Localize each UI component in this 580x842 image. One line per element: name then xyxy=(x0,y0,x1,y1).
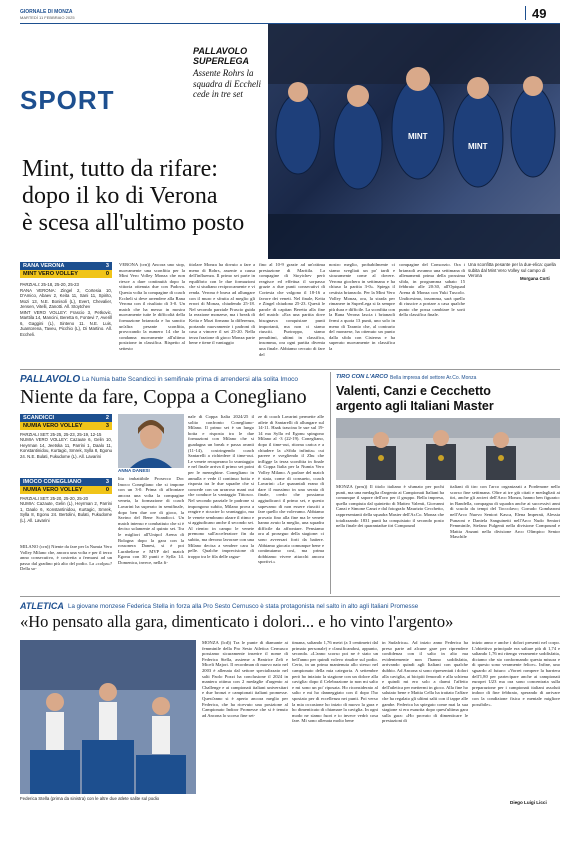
score-row xyxy=(20,478,112,486)
article4-body-col1: MONZA (lcd)) Tra le punte di diamante ai femminile della Pro Sesto Atletica Cernusco possiamo sicuramente inserire il nome di Federica Stella, assieme a Beatrice Zeli e Miceli Majori. Il recordman di nuovo nato nel 2003 è allenata dal settore specializzato nel salti Paolo Pozzi ha conclusione il 2024 in maniera ottima con 2 medaglie d'argento ai Challenge e ai campionati italiani universitari e due bronzi e campionati italiani promesse. Quest'anno si è aperto ancora meglio per Federica, che ha ricevuto una posizione al Campionato Indoor Promesse che si è tenuto ad Ancona lo scorso fine set- xyxy=(202,640,288,718)
article2-body-col3: nale di Coppa Italia 2024/25 il solito confronto Conegliano-Milano. Il primo set è un lungo botta e risposta tra le due formazioni con Milano che si guadagna un break e passa avanti (11-14), costringendo coach Santarelli a richiedere il time-out. Le venete recuperano lo svantaggio e nel finale arriva il primo set point per le meneghine. Conegliano in annulla e vede il continuo botta e risposta tra le due squadre che si concede con un urraroso mani out che conduce la vantaggio Tittosco. Nel secondo parziale le padrone si impongono subito, Milano prova a reagire e ricucire lo svantaggio, ma le venete sembrano alzare il ritmo e si aggiudicano anche il secondo set. Al rientro in campo le venete premono sull'acceleratore fin da subito, ma devono lavorare con una Milano decisa a vendere cara la pelle. Qualche imprecisione di troppo tra le fila delle ragaz- xyxy=(188,414,254,559)
svg-text:MINT: MINT xyxy=(408,132,428,141)
article1-photo-caption: Una sconfitta pesante per la due-elica: quella subita dal Mint Vero Volley sul campo di Verona xyxy=(468,262,556,278)
podium-photo xyxy=(20,640,196,794)
article1-subhead: Assente Rohrs la squadra di Eccheli cede in tre set xyxy=(193,68,261,99)
portrait-illustration xyxy=(118,414,184,468)
article4-body-col4: inizio anno e anche i dolori presenti nel corpo. L'obiettivo principale era saltare più di 1,74 e saltando 1,76 mi ritengo veramente soddisfatta, diciamo che sto conformando questa misura e di questo sono veramente felice». Infine, uno sguardo al futuro: «Vorrei rompere la barriera dell'1,80 per partecipare anche ai campionati europei U23 ma ora sono concentrata sulla preparazione per i campionati italiani assoluti indoor di fine febbraio, sperando di arrivare con la condizione fisica e mentale migliore possibile». xyxy=(472,640,560,707)
newspaper-name: GIORNALE DI MONZA xyxy=(20,9,73,15)
score-value: 3 xyxy=(105,479,109,485)
score-team: SCANDICCI xyxy=(23,415,55,421)
score-value: 0 xyxy=(105,487,109,493)
article3-teaser: Bella impresa del settore Ar.Co. Monza xyxy=(390,375,477,381)
page-number: 49 xyxy=(532,6,547,21)
section-label: SPORT xyxy=(20,85,115,115)
score-row xyxy=(20,270,112,278)
section-divider xyxy=(20,596,560,597)
article2-headline: Niente da fare, Coppa a Conegliano xyxy=(20,386,307,408)
score-team: MINT VERO VOLLEY xyxy=(23,271,79,277)
headline-line3: è scesa all'ultimo posto xyxy=(22,210,245,236)
article1-kicker-line2: SUPERLEGA xyxy=(193,56,250,66)
score-value: 0 xyxy=(105,271,109,277)
article1-photo-credit: Morgana Corti xyxy=(520,276,550,281)
podium-photo-illustration xyxy=(20,640,196,794)
article1-tabellino: PARZIALI: 25-18, 25-20, 25-23 RANA VERONA: Zingel 2, Cortesia 10, D'Amico, Abaev 2, Keita 11, Sani 11, Spirito, Mozi 13, N.E. Bonisoli (L), Evert, Chevalier, Jensen, Vitelli, Zanotti. All. Stoytchev MINT VERO VOLLEY: Frascio 3, Petkovic, Marttila 14, Mancini, Beretta 6, Fontevi 7, Averill 6, Gaggini (L), Sinteno 11. N.E. Luis, Juantorena, Taveu, Picchio (L), Di Martino. All. Eccheli. xyxy=(20,282,112,337)
column-divider xyxy=(330,372,331,594)
article2-tabellino1: PARZIALI SET: 25-25, 25-23, 25-19, 12-15 NUMIA VERO VOLLEY: Cazaute 6, Gelin 10, Heyrman 14, Jeetska 11, Parrini 1, Daalo 11, Konstantinidou, Kurtagic, Smrek, Sylla 8, Egonu 24. N.E. Bulati, Fukudome (L). All. Lavarini xyxy=(20,432,112,459)
volleyball-team-photo xyxy=(268,24,560,259)
article3-headline-line1: Valenti, Canzi e Cecchetto xyxy=(336,384,491,398)
article1-kicker-line1: PALLAVOLO xyxy=(193,46,248,56)
headline-line2: dopo il ko di Verona xyxy=(22,183,218,209)
article3-headline xyxy=(336,384,560,414)
article2-photo-caption: ANNA DANESI xyxy=(118,468,150,473)
headline-line1: Mint, tutto da rifare: xyxy=(22,156,218,182)
article1-body-col3: fino al 10-9 grazie ad un'ottima prestazione di Marttila. La compagine di Stoytchev però reagisce ed effettua il sorpasso grazie a due punti consecutivi di Cortesia che valgono il 18-16 a favore dei veneti. Nel finale, Keita e Zingel chiudono 25-23. Questi le parole di capitan Beretta alla fine del match: «Era una partita dove bisognava conquistare punti importanti, ma non ci siamo riusciti. Purtroppo, siamo penultimi, ultimi in classifica, insomma, ora ogni partita diventa una finale. Abbiamo cercato di fare del xyxy=(259,262,325,357)
section-divider xyxy=(20,369,560,370)
article1-scorebox xyxy=(20,262,112,278)
article2-body-col4: ze di coach Lavarini permette alle atlete di Santarelli di allungare sul 14-11. Haak trascina le sue sul 19-14 ma Sylla ed Egonu spingono Milano al -3 (22-19). Conegliano, dopo il time-out, ritorna carica e a chiudere la «Sfida infinita» cui pareee e svegliendo il Zhu che infligge la terza sconfitta in finale di Coppa Italia per la Numia Vero Volley Milano. A parlare del match è stata, come di consueto, coach Lavarini: «Le quarantali erano di dare il massimo in una serata di finale, credo che possiamo aggiudicarci il primo set, e questo sapevamo di non essere riusciti a fare quello che volevamo. Abbiamo provato fino alla fine ma le venete hanno avuto la meglio, una squadra difficile da affrontare. Pensiamo ora al proseguo della stagione: ci sono avversari forti da battere. Abbiamo giocato comunque bene e continuiamo così, ma prima dobbiamo vivere attacchi ancora sportivi.» xyxy=(258,414,324,565)
article2-scorebox1 xyxy=(20,414,112,430)
score-team: NUMIA VERO VOLLEY xyxy=(23,487,83,493)
svg-text:MINT: MINT xyxy=(468,142,488,151)
anna-danesi-photo xyxy=(118,414,184,468)
score-row xyxy=(20,422,112,430)
score-row xyxy=(20,486,112,494)
score-row xyxy=(20,414,112,422)
article2-scorebox2 xyxy=(20,478,112,494)
article4-teaser: La giovane monzese Federica Stella in forza alla Pro Sesto Cernusco è stata protagonista nel salto in alto agli Italiani Promesse xyxy=(68,603,419,610)
article2-section-tag: PALLAVOLO xyxy=(20,374,81,385)
score-team: NUMIA VERO VOLLEY xyxy=(23,423,83,429)
page-number-divider xyxy=(525,6,526,20)
team-photo-illustration xyxy=(268,24,560,259)
article4-section-tag: ATLETICA xyxy=(20,601,64,611)
score-team: RANA VERONA xyxy=(23,263,65,269)
article1-body-col4: nostro meglio, probabilmente ci siamo svegliati un po' tardi e sicuramente come al dovere. Verona giochera in settimana e ha chiuso la partita 3-0». Spiega il cestista brianzolo. Per la Mint Vero Volley Monza, ora, la strada per rimanere in SuperLega si fa sempre più dura e difficile. La sconfitta con la Rana Verona lascia i brianzoli fermi a quota 13 punti, uno solo in meno di Taranto che, al contrario del monzese, ha ottenuto un punto dalla sfida con Cisterna e ha superato nuovamente in classifica la xyxy=(329,262,395,351)
article1-body-col1: VERONA (crn)) Ancora uno stop, nuovamente una sconfitta per la Mint Vero Volley Monza che non riesce a dare continuità dopo la vittoria ottenuta due con Padova. Questa volta la compagine di coach Eccheli si deve arrendere alla Rana Verona con il risultato di 3-0. Un match che ha messo in mostra nuovamente tutte le difficoltà della formazione brianzola e ha sancito un'altra pesante sconfitta, provocando la numero 14 che la condanna nuovamente all'ultimo posizione in classifica. Rispetto al settesto xyxy=(119,262,185,351)
article2-body-col1: MILANO (crn)) Niente da fare per la Numia Vero Volley Milano che, ancora una volta e per il terzo anno consecutivo, è costretta a fermarsi ad un passo dal gradino più alto del podio. La «colpa»? Della so- xyxy=(20,544,112,572)
article1-body-col2: titolare Monza ha dovuto a fare a meno di Rohrs, assente a causa dell'influenza. Il primo set parte in equilibrio con le due formazioni che si studiano reciprocamente e vi renda. Verona è brava ad allungare con il muro e sfrutta al meglio gli errori di Monza, chiudendo 25-18. Nel secondo parziale Frascio guida la reazione monzese, ma i break di Keita e Mozi firmano la differenza, portando nuovamente i padroni di casa a vincere il set 25-20. Nella terza frazione di gioco Monza parte bene e tiene il vantaggio xyxy=(189,262,255,346)
score-team: IMOCO CONEGLIANO xyxy=(23,479,82,485)
article1-headline xyxy=(22,156,272,237)
article3-body-col1: MONZA (prru)) Il titolo italiano è sfumato per pochi punti, ma una medaglia d'argento ai Campionati Italiani ha comunque il sapore dell'oro per il gruppo. Bella impresa, quella compiuta dal quintetto di Matteo Valenti, Giovanni Canzi e Simone Canzi e dal fotografo Maurizio Cecchetto, rappresentanti della squadra Master dell'Ar.Co. Monza che totalizzando 1831 punti ha conquistato il secondo posto nella finale dei quarantadue tiri Compound xyxy=(336,484,444,529)
article3-body-col2: italiani di tiro con l'arco organizzati a Pordenone nello scorso fine settimana. Oltre ai tre già citati e medagliati ai tiri, anche gli arcieri dell'Arco Monza, hanno ben figurato: in Bandella, compagna di squadra anche ai successivi anni di scuola da tempi del Toccolavo; Corrado Gombaroni nell'Arco Nuovo Seniori Kasca, Elena Imperati, Alessia Punzoni e Daniela Sanguinetti nell'Arco Nudo Seniori Femminile, Stefano Fulgenti nella divisione Compound e Mattia Anzani nella divisione Arco Olimpico Senior Maschile xyxy=(450,484,560,540)
article4-photo-caption: Federica Stella (prima da sinistra) con le altre due atlete salite sul podio xyxy=(20,796,160,801)
article3-headline-line2: argento agli Italiani Master xyxy=(336,399,494,413)
article4-headline: «Ho pensato alla gara, dimenticato i dolori... e ho vinto l'argento» xyxy=(20,612,454,631)
article2-teaser: La Numia batte Scandicci in semifinale prima di arrendersi alla solita Imoco xyxy=(82,376,299,383)
score-row xyxy=(20,262,112,270)
article2-tabellino2: PARZIALI SET: 25-20, 25-20, 25-20 NUMIA: Cazaute, Gelin (L), Heyrman 2, Parrini 1, Daalo 6, Konstantinidou, Kurtagic, Smrek, Sylla 8, Egonu 24. Bertolini, Bulati, Fukudome (L). All. Lavarini xyxy=(20,496,112,523)
article4-credit: Diego Luigi Licci xyxy=(510,800,547,805)
article1-kicker xyxy=(193,46,273,66)
article4-body-col2: timana, saltando 1,76 metri (a 3 centimetri dal primato personale) e classificandosi, appunto, seconda. «L'anno scorso poi ne è stato un bell'anno per quindi volevo rinalire sul podio. Certo, in un prima mantenuta allo stesso nel campionato della mia categoria. A settembre però ho iniziato la stagione con un dolore alla caviglia: dopo il Celebrazione io non mi salto e mi sono un po' riposata. Ho riconsiderato al salto e mi ho danneggiato con il dopo l'ho spostato per di eccellenza nei punti. Poi verso la mia occasione ho inizio di nuovo la gara e ho dimenticato di chiamare la caviglia. In ogni modo ne siamo fuori e io invece vedrò cosa fare. Mi sono allenata molto bene xyxy=(292,640,378,724)
score-value: 3 xyxy=(105,263,109,269)
score-value: 3 xyxy=(105,423,109,429)
article1-body-col5: compagine del Consorzio. Ora i brianzoli avranno una settimana di allenamenti prima della prossima sfida, in programma sabato 15 febbraio alle 20:30, all'Opiquad Arena di Monza con Yuki Tuscolo. Undicesimo, insomma, sarà quello di riuscire a portare a casa qualche punto che possa cambiare le sorti della classifica finale. xyxy=(399,262,465,318)
archery-team-photo xyxy=(336,418,560,480)
article3-section-tag: TIRO CON L'ARCO xyxy=(336,374,388,380)
issue-date: MARTEDÌ 11 FEBBRAIO 2025 xyxy=(20,15,75,20)
article2-body-col2: lita imbattibile Prosecco Doc Imoco Conegliano che si impone con un 3-0. Prima di affrontare ancora una volta la compagine veneta, la formazione di coach Lavarini ha superato in semifinale, dopo ben due ore di gioco, la Savino del Bene Scandicci. Un match intenso e combattuto che si è deciso solamente al quinto set. Tra le migliori all'Unipol Arena di Bologna dopo la gara con la rossonera Danesi, si è poi Lurabeliere e MVP del match Egonu con 30 punti e Sylla 14. Domenica, invece, nella fi- xyxy=(118,476,184,565)
article4-body-col3: in Sudafrica». Ad inizio anno Federica ha preso parte ad alcune gare per riprendere confidenza con il salto in alto ma evidentemente non l'hanno soddisfatta, arrivando quindi agli Italiani con qualche dubbio. Ad Ancona si sono ripresentati i dolori alla caviglia, ai bicipiti femorali e alla schiena e quindi mi ero solo a darmi l'affetto dell'atletica per mettermi in gioco. Alla fine ho salutato bene e Mattia Cella ha trattato l'affare che ha regalato gli ultimi salti con il tappe alle gambe. Federica ha spiegato come mai la sua stagione si era esaurita dopo quest'ultima gara sulla gara: «Ho provato di dimenticare le prestazioni di xyxy=(382,640,468,724)
archery-photo-illustration xyxy=(336,418,560,480)
score-value: 2 xyxy=(105,415,109,421)
